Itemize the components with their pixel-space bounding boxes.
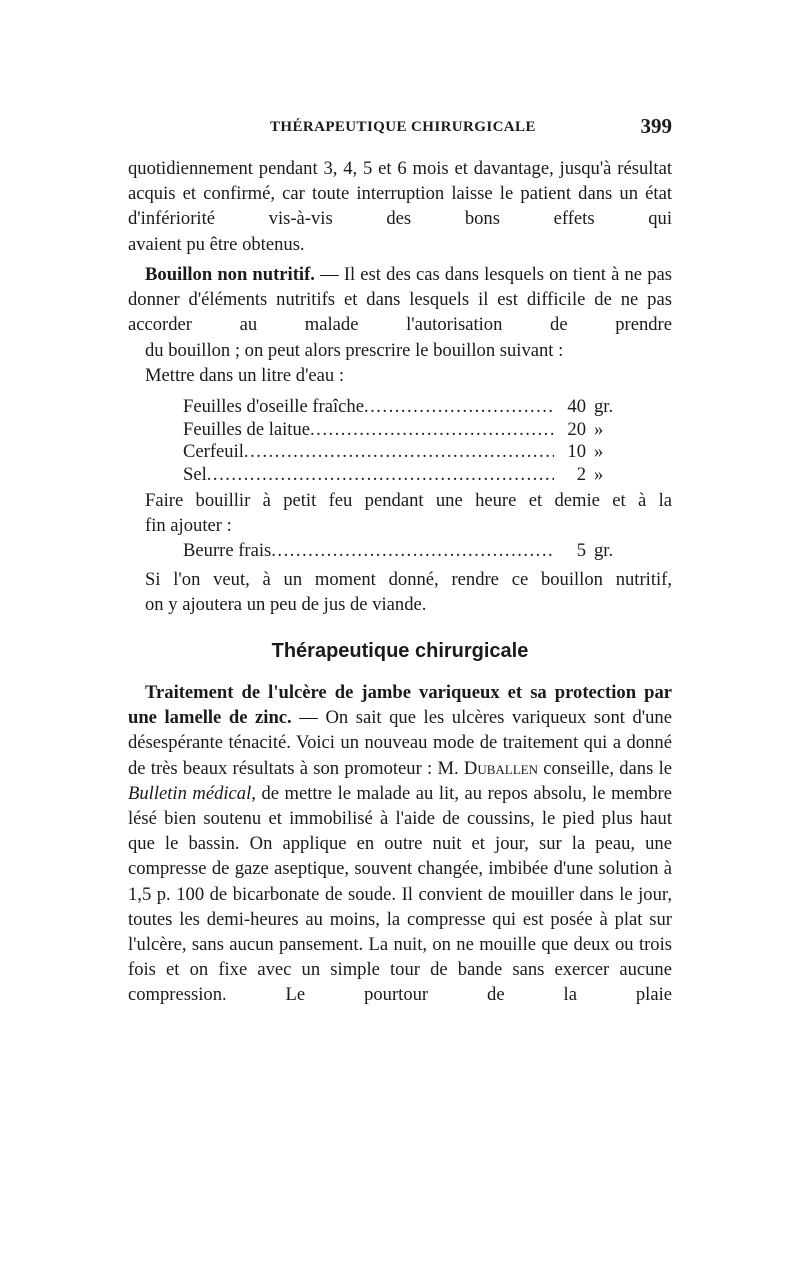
ingredient-name: Sel	[183, 463, 207, 485]
recipe-row	[183, 540, 628, 563]
running-header	[128, 116, 672, 140]
leader-dots	[244, 441, 554, 464]
paragraph-continuation	[128, 156, 672, 257]
ingredient-name: Beurre frais	[183, 540, 272, 561]
butter-line	[183, 540, 628, 563]
text-line: le jour, toutes les demi-heures au moins, la compresse qui est	[128, 883, 672, 930]
recipe-row	[183, 441, 628, 464]
text-line: mouille que deux ou trois fois et on fixe avec un simple tour de	[128, 934, 672, 981]
text-line: du bouillon ; on peut alors prescrire le bouillon suivant :	[145, 339, 564, 361]
text-line: avaient pu être obtenus.	[128, 233, 305, 255]
text-line: immobilisé à l'aide de coussins, le pied plus haut que le bassin.	[128, 808, 672, 855]
paragraph-title: par une lamelle de zinc.	[128, 682, 672, 729]
ingredient-name: Cerfeuil	[183, 441, 244, 462]
ingredient-quantity: 10	[567, 441, 586, 462]
text-line: On applique en outre nuit et jour, sur la peau, une compresse de	[128, 833, 672, 880]
recipe-row	[183, 396, 628, 419]
text-line: résultat acquis et confirmé, car toute interruption laisse le	[128, 158, 672, 205]
author-name: Duballen	[463, 757, 538, 779]
ingredient-unit: »	[594, 441, 604, 462]
ingredient-unit: »	[594, 463, 604, 485]
paragraph-traitement	[128, 680, 672, 1008]
ingredient-quantity: 40	[567, 396, 586, 417]
text-line: fin ajouter :	[145, 515, 232, 537]
ingredient-quantity: 5	[576, 540, 586, 561]
paragraph-faire-bouillir	[128, 488, 672, 538]
text-line: à ne pas donner d'éléments nutritifs et dans lesquels il est	[128, 264, 672, 311]
text-line: M.	[437, 757, 464, 779]
text-line: bande sans exercer aucune compression. Le pourtour de la plaie	[128, 959, 672, 1006]
section-heading: Thérapeutique chirurgicale	[271, 640, 529, 662]
ingredient-name: Feuilles d'oseille fraîche	[183, 396, 364, 417]
text-line: traitement qui a donné de très beaux résultats à son promoteur :	[128, 732, 672, 779]
text-line: Faire bouillir à petit feu pendant une heure et demie et à la	[145, 490, 672, 511]
page-number: 399	[640, 114, 672, 138]
text-line: — Il est des cas dans lesquels on tient	[314, 264, 606, 285]
paragraph-nutritif	[128, 567, 672, 617]
text-line: on y ajoutera un peu de jus de viande.	[145, 594, 427, 616]
recipe-intro: Mettre dans un litre d'eau :	[145, 365, 345, 386]
journal-title: Bulletin médical,	[128, 782, 256, 804]
ingredient-quantity: 2	[576, 463, 586, 485]
leader-dots	[271, 540, 554, 563]
text-line: malade au lit, au repos absolu, le membre lésé bien soutenu et	[128, 782, 673, 830]
leader-dots	[207, 464, 554, 487]
leader-dots	[364, 396, 554, 419]
text-line: 1,5 p. 100 de bicarbonate de soude. Il convient de mouiller dans	[128, 883, 614, 905]
ingredient-unit: gr.	[594, 396, 614, 417]
ingredient-unit: »	[594, 418, 604, 440]
text-line: sont d'une désespérante ténacité. Voici un nouveau mode de	[128, 707, 672, 754]
paragraph-title: Traitement de l'ulcère de jambe variqueux et sa protection	[145, 682, 637, 703]
leader-dots	[310, 419, 554, 442]
text-line: gaze aseptique, souvent changée, imbibée d'une solution à	[234, 858, 672, 880]
text-line: conseille, dans le	[538, 757, 672, 779]
recipe-list	[183, 396, 628, 486]
text-line: Si l'on veut, à un moment donné, rendre ce bouillon nutritif,	[145, 569, 672, 590]
text-line: patient dans un état d'infériorité vis-à-vis des bons effets qui	[128, 183, 672, 230]
text-line: posée à plat sur l'ulcère, sans aucun pansement. La nuit, on ne	[128, 908, 673, 956]
text-line: quotidiennement pendant 3, 4, 5 et 6 mois et davantage, jusqu'à	[128, 158, 612, 179]
paragraph-title: Bouillon non nutritif.	[145, 264, 315, 285]
ingredient-name: Feuilles de laitue	[183, 418, 311, 440]
text-line: de mettre le	[255, 782, 351, 804]
ingredient-unit: gr.	[594, 540, 614, 561]
paragraph-bouillon	[128, 262, 672, 363]
text-line: — On sait que les ulcères variqueux	[291, 707, 587, 729]
running-title: THÉRAPEUTIQUE CHIRURGICALE	[270, 119, 536, 135]
recipe-row	[183, 419, 628, 442]
ingredient-quantity: 20	[567, 418, 586, 440]
text-line: difficile de ne pas accorder au malade l'autorisation de prendre	[128, 289, 672, 336]
recipe-row	[183, 464, 628, 487]
